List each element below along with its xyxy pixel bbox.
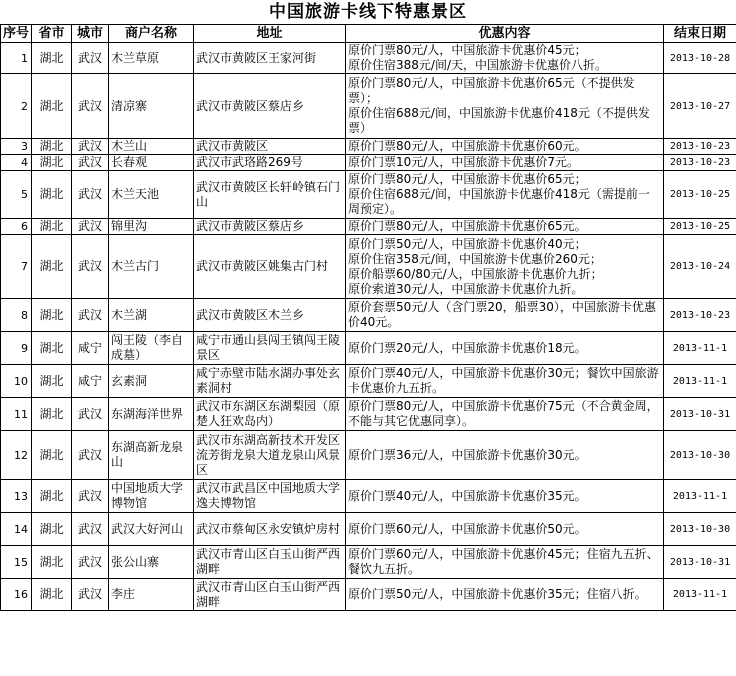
- cell-merchant: 东湖海洋世界: [109, 398, 194, 431]
- cell-address: 武汉市青山区白玉山街严西湖畔: [194, 579, 346, 611]
- cell-city: 武汉: [72, 546, 109, 579]
- cell-end-date: 2013-10-31: [664, 546, 736, 579]
- cell-discount: 原价门票40元/人，中国旅游卡优惠价30元；餐饮中国旅游卡优惠价九五折。: [346, 365, 664, 398]
- cell-address: 武汉市蔡甸区永安镇炉房村: [194, 513, 346, 546]
- cell-province: 湖北: [32, 579, 72, 611]
- cell-merchant: 中国地质大学博物馆: [109, 480, 194, 513]
- cell-idx: 14: [1, 513, 32, 546]
- cell-address: 武汉市黄陂区: [194, 139, 346, 155]
- cell-discount: 原价门票80元/人，中国旅游卡优惠价75元（不合黄金周，不能与其它优惠同享）。: [346, 398, 664, 431]
- cell-city: 武汉: [72, 155, 109, 171]
- cell-address: 武汉市武珞路269号: [194, 155, 346, 171]
- offers-table: [0, 24, 736, 611]
- cell-discount: 原价门票36元/人，中国旅游卡优惠价30元。: [346, 431, 664, 480]
- cell-discount: 原价门票80元/人，中国旅游卡优惠价65元（不提供发票）； 原价住宿688元/间，中国旅游卡优惠价418元（不提供发票）: [346, 74, 664, 139]
- cell-province: 湖北: [32, 365, 72, 398]
- cell-end-date: 2013-10-28: [664, 43, 736, 74]
- cell-merchant: 木兰草原: [109, 43, 194, 74]
- cell-province: 湖北: [32, 155, 72, 171]
- cell-end-date: 2013-10-31: [664, 398, 736, 431]
- cell-city: 武汉: [72, 43, 109, 74]
- cell-address: 武汉市武昌区中国地质大学逸夫博物馆: [194, 480, 346, 513]
- cell-end-date: 2013-11-1: [664, 365, 736, 398]
- cell-discount: 原价套票50元/人（含门票20，船票30），中国旅游卡优惠价40元。: [346, 299, 664, 332]
- col-header-merchant: 商户名称: [109, 25, 194, 43]
- cell-province: 湖北: [32, 235, 72, 299]
- cell-discount: 原价门票60元/人，中国旅游卡优惠价45元；住宿九五折、餐饮九五折。: [346, 546, 664, 579]
- table-row: [1, 332, 736, 365]
- cell-merchant: 木兰古门: [109, 235, 194, 299]
- cell-address: 武汉市黄陂区蔡店乡: [194, 219, 346, 235]
- cell-city: 武汉: [72, 139, 109, 155]
- cell-idx: 6: [1, 219, 32, 235]
- cell-address: 武汉市东湖高新技术开发区流芳街龙泉大道龙泉山风景区: [194, 431, 346, 480]
- table-row: [1, 74, 736, 139]
- cell-province: 湖北: [32, 513, 72, 546]
- cell-merchant: 木兰天池: [109, 171, 194, 219]
- cell-idx: 10: [1, 365, 32, 398]
- cell-idx: 3: [1, 139, 32, 155]
- cell-city: 武汉: [72, 299, 109, 332]
- cell-address: 咸宁市通山县闯王镇闯王陵景区: [194, 332, 346, 365]
- cell-merchant: 木兰湖: [109, 299, 194, 332]
- cell-discount: 原价门票50元/人，中国旅游卡优惠价40元； 原价住宿358元/间，中国旅游卡优惠价260元； 原价船票60/80元/人，中国旅游卡优惠价九折； 原价索道30元/人，中国旅游卡优惠价九折。: [346, 235, 664, 299]
- cell-end-date: 2013-10-27: [664, 74, 736, 139]
- cell-discount: 原价门票80元/人，中国旅游卡优惠价65元。: [346, 219, 664, 235]
- cell-province: 湖北: [32, 43, 72, 74]
- cell-province: 湖北: [32, 139, 72, 155]
- cell-city: 武汉: [72, 579, 109, 611]
- table-row: [1, 480, 736, 513]
- cell-idx: 11: [1, 398, 32, 431]
- cell-province: 湖北: [32, 171, 72, 219]
- cell-city: 咸宁: [72, 332, 109, 365]
- cell-idx: 1: [1, 43, 32, 74]
- cell-merchant: 木兰山: [109, 139, 194, 155]
- col-header-address: 地址: [194, 25, 346, 43]
- cell-address: 武汉市黄陂区木兰乡: [194, 299, 346, 332]
- cell-city: 武汉: [72, 235, 109, 299]
- cell-province: 湖北: [32, 431, 72, 480]
- cell-end-date: 2013-10-25: [664, 219, 736, 235]
- cell-idx: 8: [1, 299, 32, 332]
- cell-discount: 原价门票40元/人，中国旅游卡优惠价35元。: [346, 480, 664, 513]
- cell-city: 武汉: [72, 513, 109, 546]
- cell-discount: 原价门票10元/人，中国旅游卡优惠价7元。: [346, 155, 664, 171]
- cell-merchant: 闯王陵（李自成墓）: [109, 332, 194, 365]
- cell-province: 湖北: [32, 546, 72, 579]
- col-header-city: 城市: [72, 25, 109, 43]
- cell-address: 武汉市黄陂区长轩岭镇石门山: [194, 171, 346, 219]
- table-row: [1, 139, 736, 155]
- cell-city: 武汉: [72, 398, 109, 431]
- table-row: [1, 431, 736, 480]
- cell-merchant: 玄素洞: [109, 365, 194, 398]
- cell-end-date: 2013-11-1: [664, 332, 736, 365]
- cell-address: 咸宁赤壁市陆水湖办事处玄素洞村: [194, 365, 346, 398]
- cell-merchant: 长春观: [109, 155, 194, 171]
- cell-merchant: 张公山寨: [109, 546, 194, 579]
- cell-idx: 13: [1, 480, 32, 513]
- col-header-province: 省市: [32, 25, 72, 43]
- table-row: [1, 171, 736, 219]
- cell-idx: 2: [1, 74, 32, 139]
- cell-discount: 原价门票20元/人，中国旅游卡优惠价18元。: [346, 332, 664, 365]
- table-row: [1, 219, 736, 235]
- cell-province: 湖北: [32, 219, 72, 235]
- cell-idx: 7: [1, 235, 32, 299]
- cell-end-date: 2013-10-30: [664, 513, 736, 546]
- cell-merchant: 李庄: [109, 579, 194, 611]
- table-row: [1, 579, 736, 611]
- col-header-end-date: 结束日期: [664, 25, 736, 43]
- cell-merchant: 东湖高新龙泉山: [109, 431, 194, 480]
- cell-idx: 16: [1, 579, 32, 611]
- cell-discount: 原价门票60元/人，中国旅游卡优惠价50元。: [346, 513, 664, 546]
- cell-city: 武汉: [72, 171, 109, 219]
- cell-idx: 4: [1, 155, 32, 171]
- cell-address: 武汉市黄陂区姚集古门村: [194, 235, 346, 299]
- cell-end-date: 2013-10-25: [664, 171, 736, 219]
- cell-idx: 12: [1, 431, 32, 480]
- cell-idx: 5: [1, 171, 32, 219]
- col-header-idx: 序号: [1, 25, 32, 43]
- table-row: [1, 155, 736, 171]
- cell-city: 咸宁: [72, 365, 109, 398]
- cell-end-date: 2013-11-1: [664, 579, 736, 611]
- table-row: [1, 546, 736, 579]
- cell-merchant: 武汉大好河山: [109, 513, 194, 546]
- cell-idx: 15: [1, 546, 32, 579]
- cell-province: 湖北: [32, 332, 72, 365]
- cell-merchant: 锦里沟: [109, 219, 194, 235]
- cell-end-date: 2013-10-30: [664, 431, 736, 480]
- table-row: [1, 43, 736, 74]
- cell-discount: 原价门票50元/人，中国旅游卡优惠价35元；住宿八折。: [346, 579, 664, 611]
- cell-discount: 原价门票80元/人，中国旅游卡优惠价60元。: [346, 139, 664, 155]
- table-row: [1, 235, 736, 299]
- sheet-title: 中国旅游卡线下特惠景区: [269, 2, 467, 22]
- table-row: [1, 398, 736, 431]
- table-row: [1, 365, 736, 398]
- cell-end-date: 2013-10-23: [664, 155, 736, 171]
- header-row: [1, 25, 736, 43]
- cell-province: 湖北: [32, 74, 72, 139]
- cell-end-date: 2013-10-24: [664, 235, 736, 299]
- table-row: [1, 513, 736, 546]
- cell-end-date: 2013-10-23: [664, 139, 736, 155]
- cell-end-date: 2013-10-23: [664, 299, 736, 332]
- cell-city: 武汉: [72, 219, 109, 235]
- cell-province: 湖北: [32, 398, 72, 431]
- cell-address: 武汉市黄陂区王家河街: [194, 43, 346, 74]
- cell-discount: 原价门票80元/人，中国旅游卡优惠价45元； 原价住宿388元/间/天，中国旅游卡优惠价八折。: [346, 43, 664, 74]
- table-row: [1, 299, 736, 332]
- cell-idx: 9: [1, 332, 32, 365]
- cell-city: 武汉: [72, 74, 109, 139]
- col-header-discount: 优惠内容: [346, 25, 664, 43]
- cell-merchant: 清凉寨: [109, 74, 194, 139]
- cell-city: 武汉: [72, 431, 109, 480]
- cell-address: 武汉市黄陂区蔡店乡: [194, 74, 346, 139]
- cell-end-date: 2013-11-1: [664, 480, 736, 513]
- cell-city: 武汉: [72, 480, 109, 513]
- cell-province: 湖北: [32, 299, 72, 332]
- cell-discount: 原价门票80元/人，中国旅游卡优惠价65元； 原价住宿688元/间，中国旅游卡优惠价418元（需提前一周预定）。: [346, 171, 664, 219]
- cell-address: 武汉市青山区白玉山街严西湖畔: [194, 546, 346, 579]
- cell-province: 湖北: [32, 480, 72, 513]
- cell-address: 武汉市东湖区东湖梨园（原楚人狂欢岛内）: [194, 398, 346, 431]
